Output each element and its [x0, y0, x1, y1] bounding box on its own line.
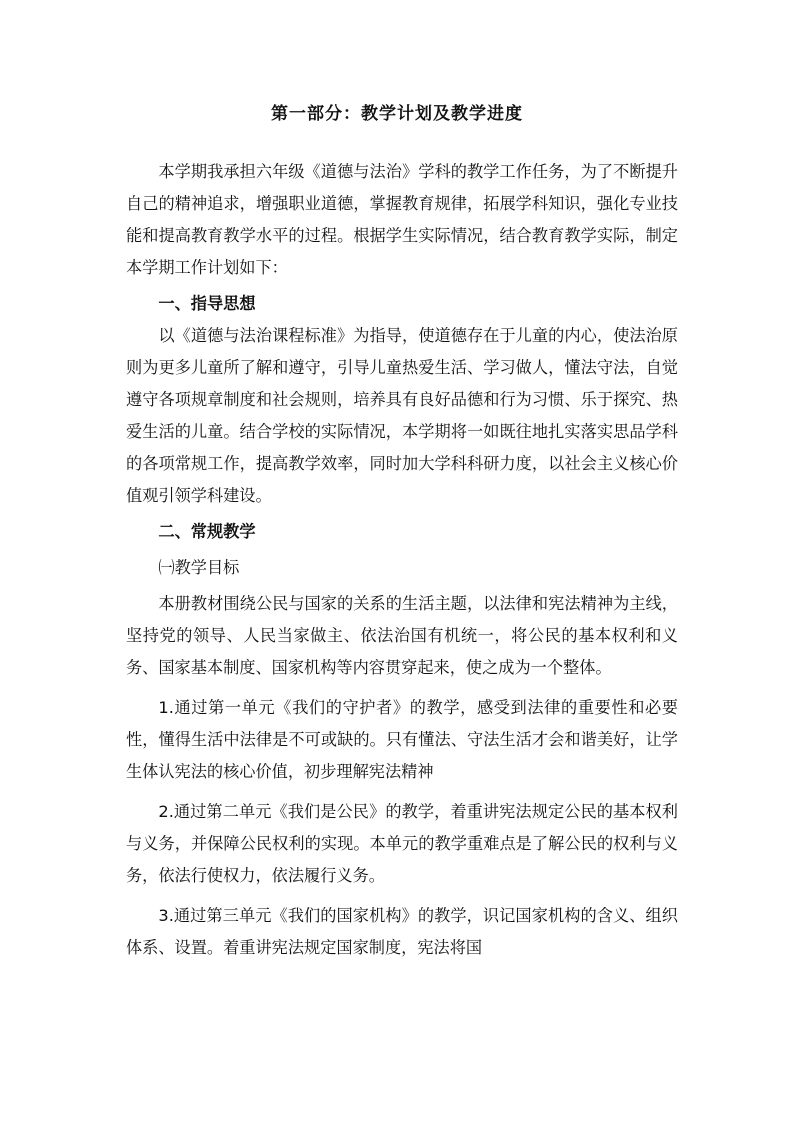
section-heading-guiding-ideology: 一、指导思想	[158, 294, 256, 313]
section-heading-routine-teaching: 二、常规教学	[158, 522, 256, 541]
page-title: 第一部分：教学计划及教学进度	[271, 104, 523, 124]
subsection-heading-teaching-goals: ㈠教学目标	[158, 558, 240, 577]
teaching-goals-paragraph: 本册教材围绕公民与国家的关系的生活主题，以法律和宪法精神为主线，坚持党的领导、人民当家做主、依法治国有机统一，将公民的基本权利和义务、国家基本制度、国家机构等内容贯穿起来，使之成为一个整体。	[126, 594, 678, 677]
goal-item-1: 1.通过第一单元《我们的守护者》的教学，感受到法律的重要性和必要性，懂得生活中法律是不可或缺的。只有懂法、守法生活才会和谐美好，让学生体认宪法的核心价值，初步理解宪法精神	[126, 698, 678, 781]
guiding-ideology-paragraph: 以《道德与法治课程标准》为指导，使道德存在于儿童的内心，使法治原则为更多儿童所了解和遵守，引导儿童热爱生活、学习做人，懂法守法，自觉遵守各项规章制度和社会规则，培养具有良好品德和行为习惯、乐于探究、热爱生活的儿童。结合学校的实际情况，本学期将一如既往地扎实落实思品学科的各项常规工作，提高教学效率，同时加大学科科研力度，以社会主义核心价值观引领学科建设。	[126, 326, 678, 505]
intro-paragraph: 本学期我承担六年级《道德与法治》学科的教学工作任务，为了不断提升自己的精神追求，增强职业道德，掌握教育规律，拓展学科知识，强化专业技能和提高教育教学水平的过程。根据学生实际情况，结合教育教学实际，制定本学期工作计划如下：	[126, 162, 678, 277]
goal-item-2: 2.通过第二单元《我们是公民》的教学，着重讲宪法规定公民的基本权利与义务，并保障公民权利的实现。本单元的教学重难点是了解公民的权利与义务，依法行使权力，依法履行义务。	[126, 802, 678, 885]
document-body	[126, 156, 678, 964]
goal-item-3: 3.通过第三单元《我们的国家机构》的教学，识记国家机构的含义、组织体系、设置。着重讲宪法规定国家制度，宪法将国	[126, 906, 678, 957]
